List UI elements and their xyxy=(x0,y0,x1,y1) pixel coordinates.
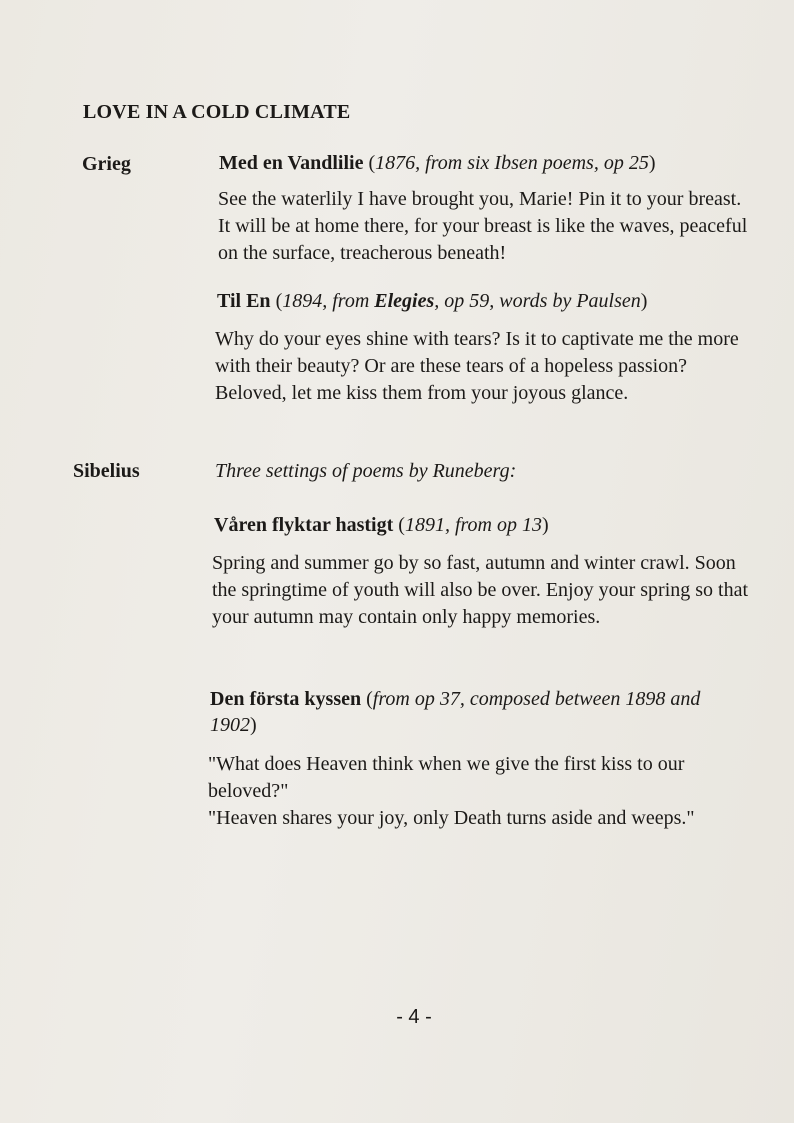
composer-sibelius: Sibelius xyxy=(73,460,140,482)
song-details: from op 37, composed between 1898 and 1902 xyxy=(210,688,701,736)
song-details xyxy=(282,290,641,312)
song-text-varen-flyktar-hastigt: Spring and summer go by so fast, autumn and winter crawl. Soon the springtime of youth will also be over. Enjoy your spring so that your autumn may contain only happy memories. xyxy=(212,552,749,628)
song-name: Våren flyktar hastigt xyxy=(214,514,394,536)
sibelius-intro: Three settings of poems by Runeberg: xyxy=(215,460,517,482)
section-title: LOVE IN A COLD CLIMATE xyxy=(83,101,351,123)
song-text-den-forsta-kyssen xyxy=(208,751,758,832)
song-line: "Heaven shares your joy, only Death turns aside and weeps." xyxy=(208,807,695,829)
song-name: Til En xyxy=(217,290,271,312)
song-details-collection: Elegies xyxy=(374,290,435,312)
song-name: Den första kyssen xyxy=(210,688,362,710)
composer-grieg: Grieg xyxy=(82,153,131,175)
song-text-til-en: Why do your eyes shine with tears? Is it to captivate me the more with their beauty? Or are these tears of a hopeless passion? Beloved, let me kiss them from your joyous glance. xyxy=(215,328,739,404)
song-details: 1891, from op 13 xyxy=(404,514,542,536)
song-title-den-forsta-kyssen: Den första kyssen (from op 37, composed between 1898 and 1902) xyxy=(210,688,701,736)
song-details: 1876, from six Ibsen poems, op 25 xyxy=(375,152,649,174)
song-details-part: , op 59, words by Paulsen xyxy=(434,290,641,312)
page-number: - 4 - xyxy=(396,1006,432,1028)
song-title-med-en-vandlilie: Med en Vandlilie (1876, from six Ibsen poems, op 25) xyxy=(219,152,656,174)
show-through-shadow xyxy=(430,112,449,134)
song-text-med-en-vandlilie: See the waterlily I have brought you, Marie! Pin it to your breast. It will be at home there, for your breast is like the waves, peaceful on the surface, treacherous beneath! xyxy=(218,188,748,264)
song-line: "What does Heaven think when we give the first kiss to our beloved?" xyxy=(208,753,685,802)
song-title-varen-flyktar-hastigt: Våren flyktar hastigt (1891, from op 13) xyxy=(214,514,549,536)
song-title-til-en: Til En (1894, from Elegies, op 59, words by Paulsen) xyxy=(217,290,648,312)
song-name: Med en Vandlilie xyxy=(219,152,364,174)
song-details-part: 1894, from xyxy=(282,290,375,312)
